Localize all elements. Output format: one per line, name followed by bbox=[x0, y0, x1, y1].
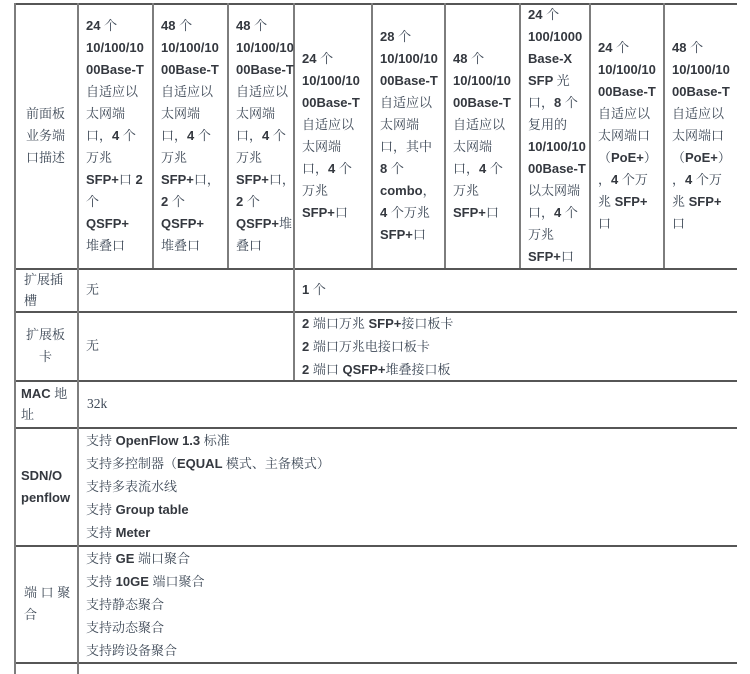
row-header-expansion-slot: 扩展插 槽 bbox=[24, 272, 64, 308]
table-border-line bbox=[14, 662, 737, 664]
sdn-openflow-features-cell: 支持 OpenFlow 1.3 标准 支持多控制器（EQUAL 模式、主备模式） 支持多表流水线 支持 Group table 支持 Meter bbox=[86, 433, 330, 540]
row-header-expansion-card: 扩展板 卡 bbox=[25, 327, 65, 364]
row-header-mac-address: MAC 地 址 bbox=[21, 386, 68, 422]
expansion-slot-none-cell: 无 bbox=[86, 282, 100, 297]
expansion-slot-count-cell: 1 个 bbox=[302, 282, 326, 297]
row-header-sdn-openflow: SDN/O penflow bbox=[21, 467, 71, 505]
front-panel-col-7: 24 个 100/1000 Base-X SFP 光 口，8 个 复用的 10/100/10 00Base-T 以太网端 口，4 个 万兆 SFP+口 bbox=[528, 7, 586, 264]
expansion-card-list-cell: 2 端口万兆 SFP+接口板卡 2 端口万兆电接口板卡 2 端口 QSFP+堆叠接口板 bbox=[302, 315, 454, 377]
front-panel-col-9: 48 个 10/100/10 00Base-T 自适应以 太网端口 （PoE+） ，4 个万 兆 SFP+ 口 bbox=[672, 40, 731, 231]
mac-address-value-cell bbox=[79, 382, 743, 426]
front-panel-col-2: 48 个 10/100/10 00Base-T 自适应以 太网端 口，4 个 万兆 SFP+口， 2 个 QSFP+ 堆叠口 bbox=[161, 18, 220, 253]
mac-address-value: 32k bbox=[87, 396, 108, 411]
front-panel-col-5: 28 个 10/100/10 00Base-T 自适应以 太网端 口，其中 8 个 combo， 4 个万兆 SFP+口 bbox=[380, 29, 438, 242]
front-panel-col-8: 24 个 10/100/10 00Base-T 自适应以 太网端口 （PoE+） ，4 个万 兆 SFP+ 口 bbox=[598, 40, 657, 231]
expansion-card-none-cell: 无 bbox=[86, 338, 100, 353]
front-panel-col-1: 24 个 10/100/10 00Base-T 自适应以 太网端 口，4 个 万兆 SFP+口 2 个 QSFP+ 堆叠口 bbox=[86, 18, 144, 253]
row-header-front-panel-ports: 前面板 业务端 口描述 bbox=[25, 106, 65, 165]
front-panel-col-3: 48 个 10/100/10 00Base-T 自适应以 太网端 口，4 个 万兆 SFP+口， 2 个 QSFP+堆 叠口 bbox=[236, 18, 295, 253]
front-panel-col-4: 24 个 10/100/10 00Base-T 自适应以 太网端 口，4 个 万兆 SFP+口 bbox=[302, 51, 360, 220]
port-aggregation-features-cell: 支持 GE 端口聚合 支持 10GE 端口聚合 支持静态聚合 支持动态聚合 支持跨设备聚合 bbox=[86, 550, 205, 658]
front-panel-col-6: 48 个 10/100/10 00Base-T 自适应以 太网端 口，4 个 万兆 SFP+口 bbox=[453, 51, 511, 220]
row-header-port-aggregation: 端 口 聚 合 bbox=[24, 585, 71, 622]
